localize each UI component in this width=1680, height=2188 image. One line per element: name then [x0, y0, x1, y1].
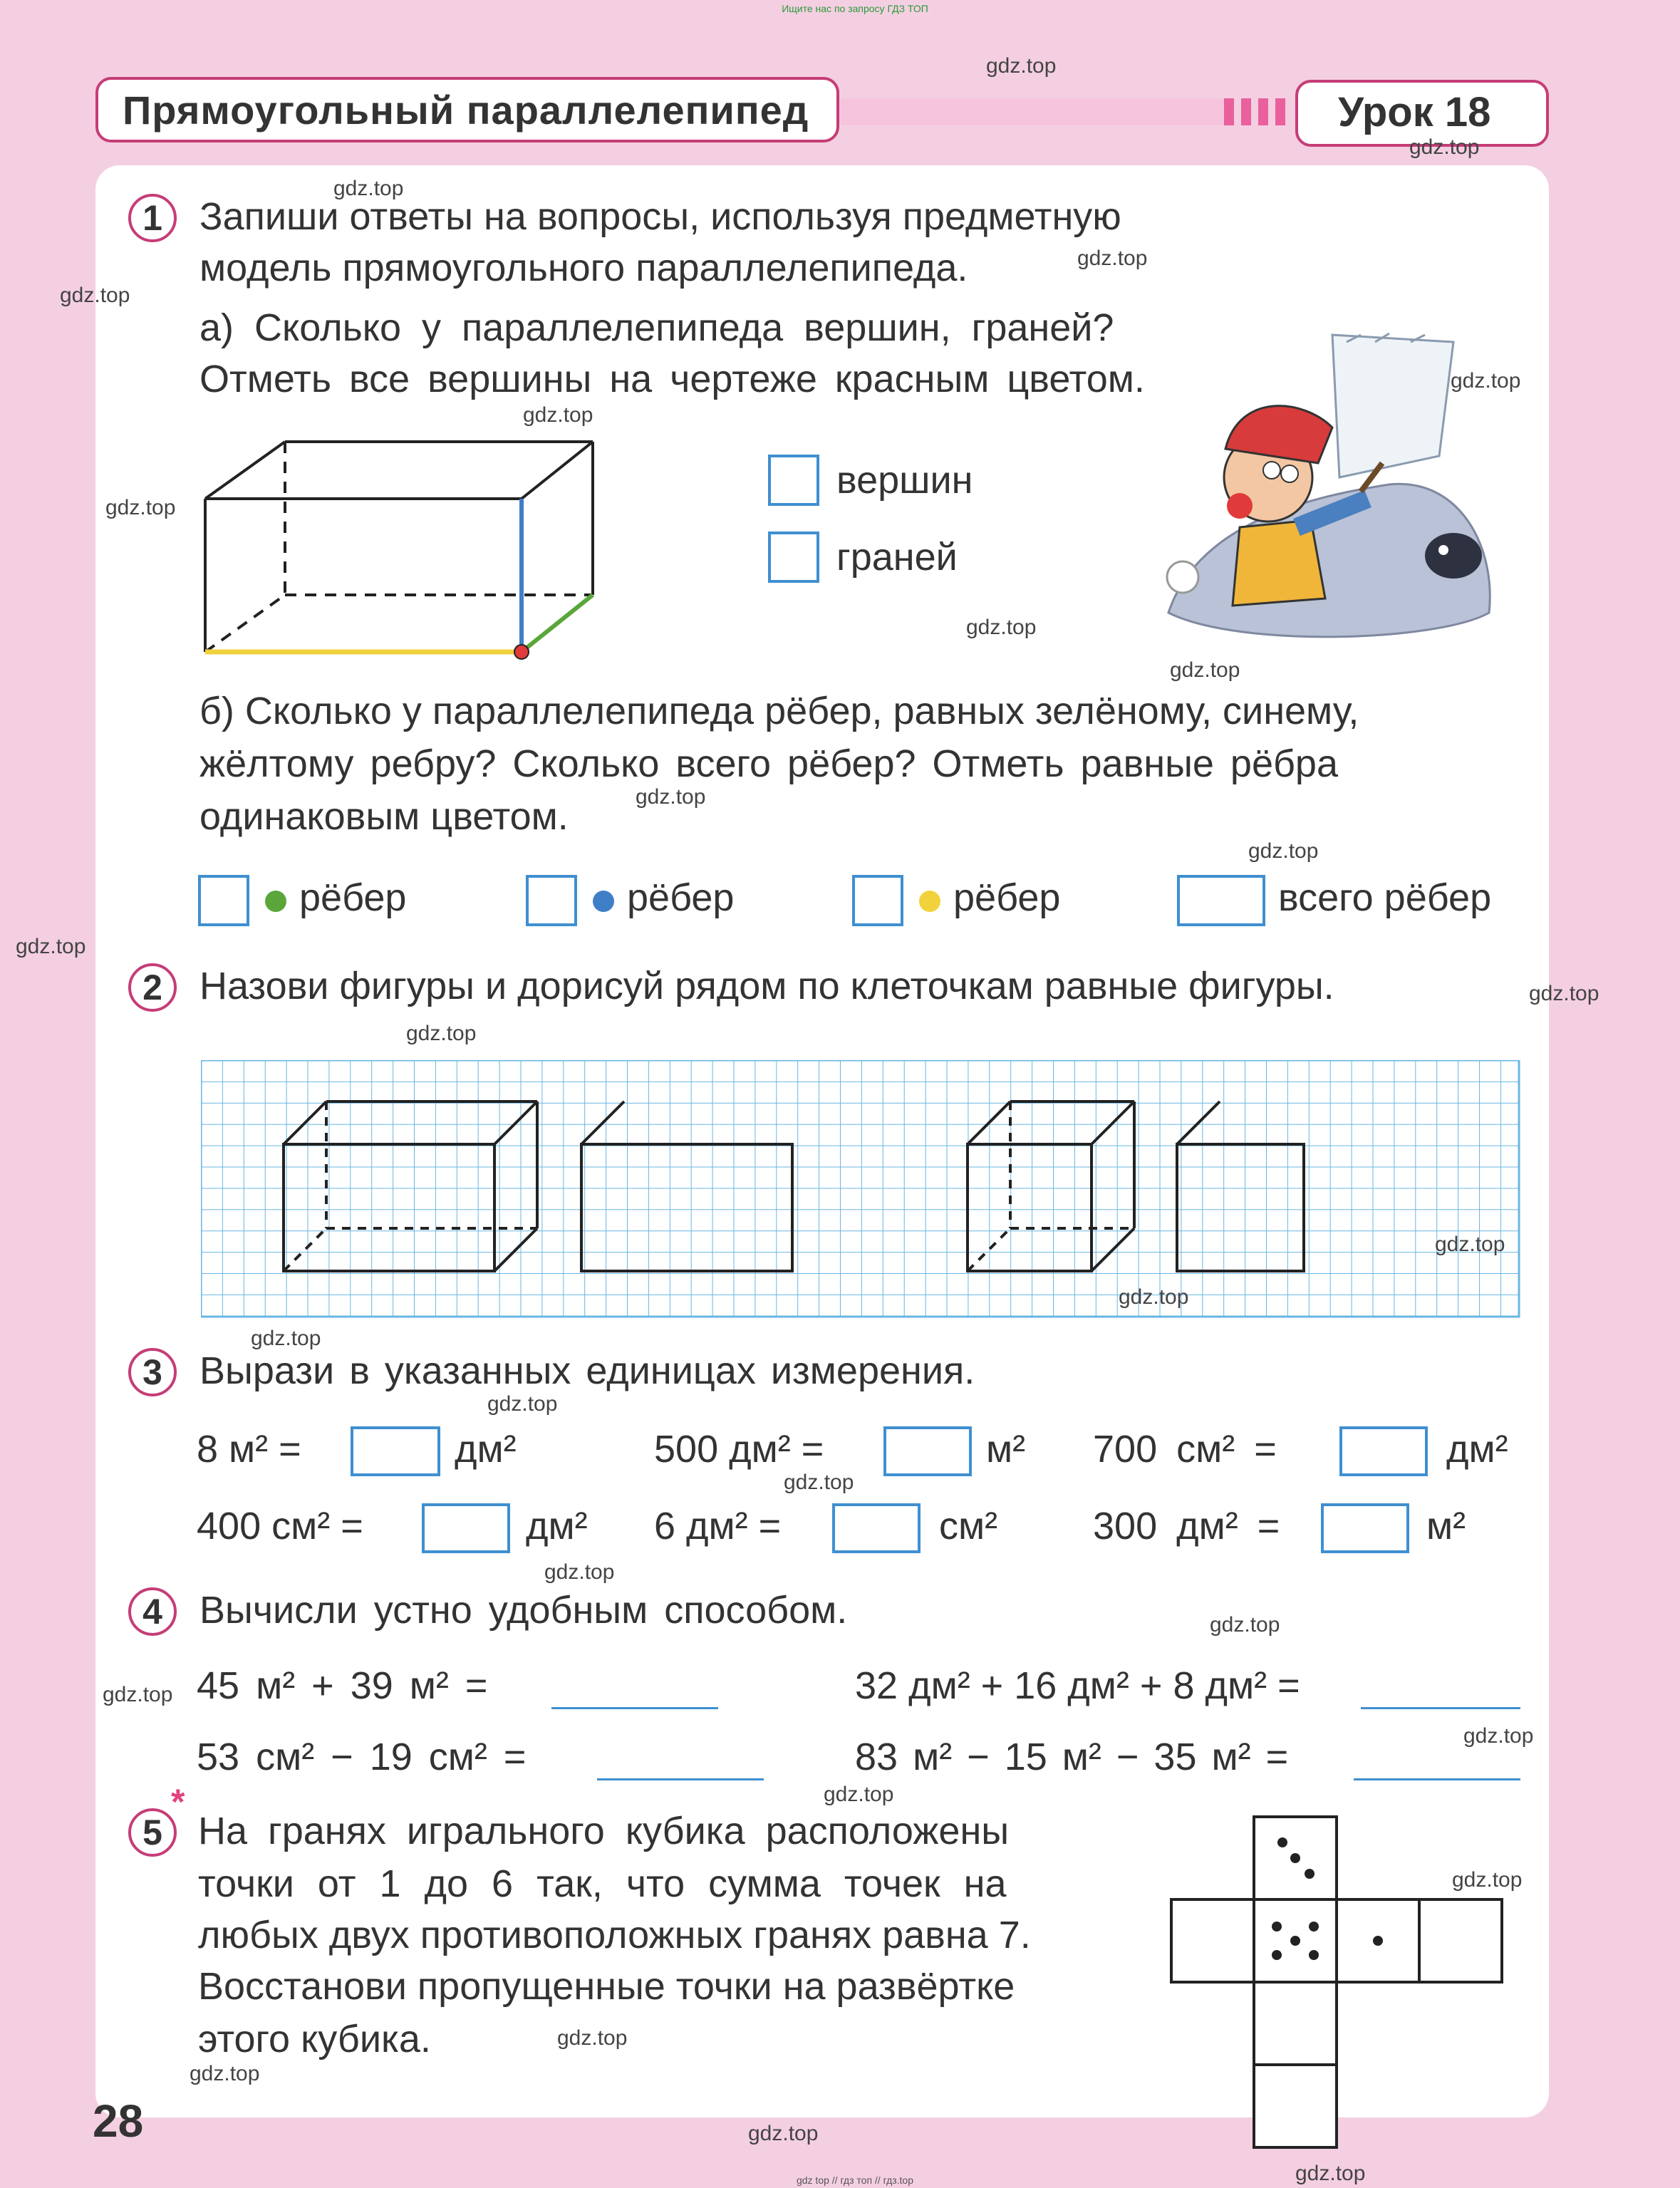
watermark: gdz.top	[1435, 1233, 1505, 1256]
total-edges-label: всего рёбер	[1278, 876, 1492, 919]
watermark: gdz.top	[1463, 1724, 1534, 1748]
conversion-left: 300 дм² =	[1093, 1505, 1280, 1547]
green-dot-icon	[265, 891, 286, 912]
conversion-left: 400 см² =	[197, 1505, 363, 1547]
expression-1-answer-line[interactable]	[551, 1707, 718, 1709]
blue-dot-icon	[593, 891, 614, 912]
dice-net[interactable]	[1168, 1814, 1508, 2156]
conversion-answer-box[interactable]	[1339, 1426, 1428, 1476]
task1-b-line1: б) Сколько у параллелепипеда рёбер, равных зелёному, синему,	[199, 690, 1359, 732]
decor-stripes	[839, 94, 1295, 130]
watermark: gdz.top	[60, 284, 130, 307]
blue-edges-label: рёбер	[627, 876, 735, 919]
faces-label: граней	[836, 536, 958, 579]
watermark: gdz.top	[636, 785, 706, 809]
task5-line3: любых двух противоположных гранях равна 7.	[198, 1914, 1031, 1956]
yellow-edges-answer-box[interactable]	[852, 875, 903, 926]
task5-line2: точки от 1 до 6 так, что сумма точек на	[198, 1862, 1007, 1905]
watermark: gdz.top	[251, 1327, 321, 1350]
conversion-unit: м²	[986, 1428, 1026, 1471]
conversion-unit: см²	[939, 1505, 998, 1547]
task5-line4: Восстанови пропущенные точки на развёртке	[198, 1965, 1015, 2008]
task1-b-line2: жёлтому ребру? Сколько всего рёбер? Отметь равные рёбра	[199, 742, 1338, 785]
task1-a-line1: а) Сколько у параллелепипеда вершин, граней?	[199, 306, 1114, 349]
grid-drawing-area[interactable]	[201, 1060, 1520, 1318]
blue-edges-answer-box[interactable]	[526, 875, 577, 926]
conversion-left: 500 дм² =	[654, 1428, 824, 1471]
watermark: gdz.top	[824, 1783, 894, 1806]
total-edges-answer-box[interactable]	[1177, 875, 1265, 926]
watermark: gdz.top	[1210, 1613, 1280, 1637]
watermark: gdz.top	[487, 1392, 558, 1416]
task-number: 4	[128, 1587, 177, 1636]
page-number: 28	[93, 2095, 144, 2147]
footer-note: gdz top // гдз топ // гдз.top	[796, 2174, 914, 2186]
green-edges-answer-box[interactable]	[198, 875, 249, 926]
watermark: gdz.top	[105, 496, 176, 519]
watermark: gdz.top	[190, 2062, 260, 2085]
expression-2-answer-line[interactable]	[1361, 1707, 1520, 1709]
vertices-label: вершин	[836, 459, 973, 502]
task-number: 2	[128, 963, 177, 1012]
watermark: gdz.top	[1170, 658, 1240, 682]
conversion-answer-box[interactable]	[422, 1503, 510, 1553]
watermark: gdz.top	[103, 1683, 173, 1706]
search-note: Ищите нас по запросу ГДЗ ТОП	[782, 3, 928, 14]
watermark: gdz.top	[1077, 247, 1148, 270]
conversion-answer-box[interactable]	[1321, 1503, 1409, 1553]
watermark: gdz.top	[1529, 982, 1599, 1005]
page-title: Прямоугольный параллелепипед	[123, 88, 809, 133]
watermark: gdz.top	[406, 1022, 477, 1045]
watermark: gdz.top	[1119, 1285, 1189, 1309]
task-number: 5	[128, 1808, 177, 1857]
expression-4-answer-line[interactable]	[1354, 1778, 1520, 1780]
watermark: gdz.top	[544, 1560, 615, 1584]
watermark: gdz.top	[784, 1471, 854, 1494]
watermark: gdz.top	[966, 616, 1037, 639]
conversion-unit: м²	[1426, 1505, 1466, 1547]
watermark: gdz.top	[1451, 369, 1521, 393]
expression-3: 53 см² − 19 см² =	[197, 1736, 527, 1778]
conversion-left: 700 см² =	[1093, 1428, 1277, 1471]
conversion-unit: дм²	[455, 1428, 517, 1471]
parallelepiped-drawing	[192, 427, 606, 663]
lesson-label: Урок 18	[1338, 89, 1491, 135]
conversion-unit: дм²	[526, 1505, 588, 1547]
faces-answer-box[interactable]	[768, 532, 819, 583]
expression-1: 45 м² + 39 м² =	[197, 1664, 488, 1707]
watermark: gdz.top	[986, 54, 1057, 78]
yellow-edges-label: рёбер	[953, 876, 1061, 919]
watermark: gdz.top	[523, 403, 593, 427]
yellow-dot-icon	[919, 891, 940, 912]
conversion-answer-box[interactable]	[351, 1426, 440, 1476]
watermark: gdz.top	[1409, 135, 1480, 159]
watermark: gdz.top	[1248, 839, 1319, 863]
task1-intro-line2: модель прямоугольного параллелепипеда.	[199, 247, 968, 289]
watermark: gdz.top	[333, 177, 404, 200]
challenge-star: *	[171, 1782, 185, 1822]
conversion-answer-box[interactable]	[832, 1503, 921, 1553]
vertices-answer-box[interactable]	[768, 455, 819, 506]
watermark: gdz.top	[1295, 2162, 1366, 2185]
task5-line1: На гранях игрального кубика расположены	[198, 1810, 1010, 1852]
task1-a-line2: Отметь все вершины на чертеже красным цветом.	[199, 358, 1145, 400]
expression-3-answer-line[interactable]	[597, 1778, 764, 1780]
task3-text: Вырази в указанных единицах измерения.	[199, 1349, 975, 1392]
task-number: 1	[128, 194, 177, 242]
task1-intro-line1: Запиши ответы на вопросы, используя предметную	[199, 195, 1121, 238]
conversion-answer-box[interactable]	[883, 1426, 972, 1476]
task1-b-line3: одинаковым цветом.	[199, 795, 569, 838]
conversion-left: 6 дм² =	[654, 1505, 782, 1547]
task2-text: Назови фигуры и дорисуй рядом по клеточкам равные фигуры.	[199, 965, 1334, 1007]
task-number: 3	[128, 1348, 177, 1396]
watermark: gdz.top	[16, 935, 86, 958]
expression-4: 83 м² − 15 м² − 35 м² =	[855, 1736, 1289, 1778]
watermark: gdz.top	[748, 2122, 819, 2145]
task5-line5: этого кубика.	[198, 2018, 431, 2060]
conversion-unit: дм²	[1446, 1428, 1508, 1471]
gnome-illustration	[1154, 313, 1510, 655]
green-edges-label: рёбер	[299, 876, 407, 919]
watermark: gdz.top	[1452, 1868, 1523, 1892]
task4-text: Вычисли устно удобным способом.	[199, 1589, 848, 1632]
conversion-left: 8 м² =	[197, 1428, 301, 1471]
expression-2: 32 дм² + 16 дм² + 8 дм² =	[855, 1664, 1300, 1707]
watermark: gdz.top	[557, 2026, 628, 2050]
